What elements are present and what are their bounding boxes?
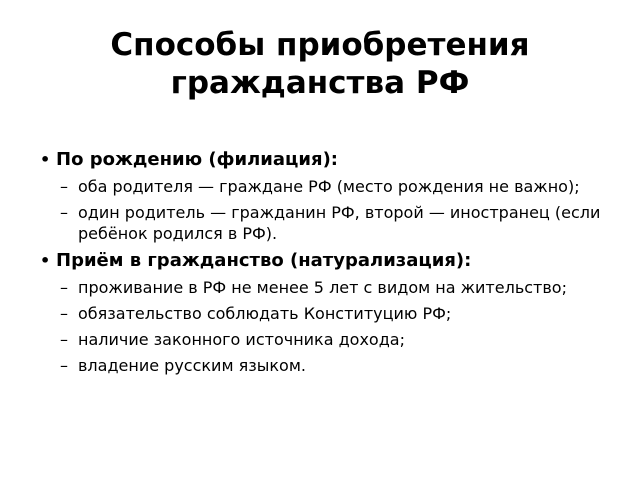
slide-content	[40, 148, 620, 381]
section-heading-naturalization	[40, 249, 620, 273]
list-item	[40, 329, 620, 350]
list-item	[40, 176, 620, 197]
list-item	[40, 277, 620, 298]
section-list-birth	[40, 176, 620, 244]
section-heading-text: Приём в гражданство (натурализация):	[56, 250, 472, 271]
list-item	[40, 202, 620, 244]
list-item-text: один родитель — гражданин РФ, второй — иностранец (если ребёнок родился в РФ).	[78, 203, 601, 243]
list-item	[40, 303, 620, 324]
list-item	[40, 355, 620, 376]
dash-icon: –	[60, 330, 68, 349]
bullet-icon: •	[40, 150, 51, 169]
dash-icon: –	[60, 177, 68, 196]
list-item-text: владение русским языком.	[78, 356, 306, 375]
bullet-icon: •	[40, 251, 51, 270]
list-item-text: проживание в РФ не менее 5 лет с видом на жительство;	[78, 278, 567, 297]
slide-title-line-1: Способы приобретения	[110, 27, 530, 63]
section-heading-text: По рождению (филиация):	[56, 149, 338, 170]
list-item-text: обязательство соблюдать Конституцию РФ;	[78, 304, 452, 323]
dash-icon: –	[60, 304, 68, 323]
section-heading-birth	[40, 148, 620, 172]
dash-icon: –	[60, 278, 68, 297]
slide-title-line-2: гражданства РФ	[170, 65, 470, 101]
slide-title	[40, 26, 600, 102]
list-item-text: наличие законного источника дохода;	[78, 330, 405, 349]
section-list-naturalization	[40, 277, 620, 376]
dash-icon: –	[60, 356, 68, 375]
dash-icon: –	[60, 203, 68, 222]
list-item-text: оба родителя — граждане РФ (место рождения не важно);	[78, 177, 580, 196]
